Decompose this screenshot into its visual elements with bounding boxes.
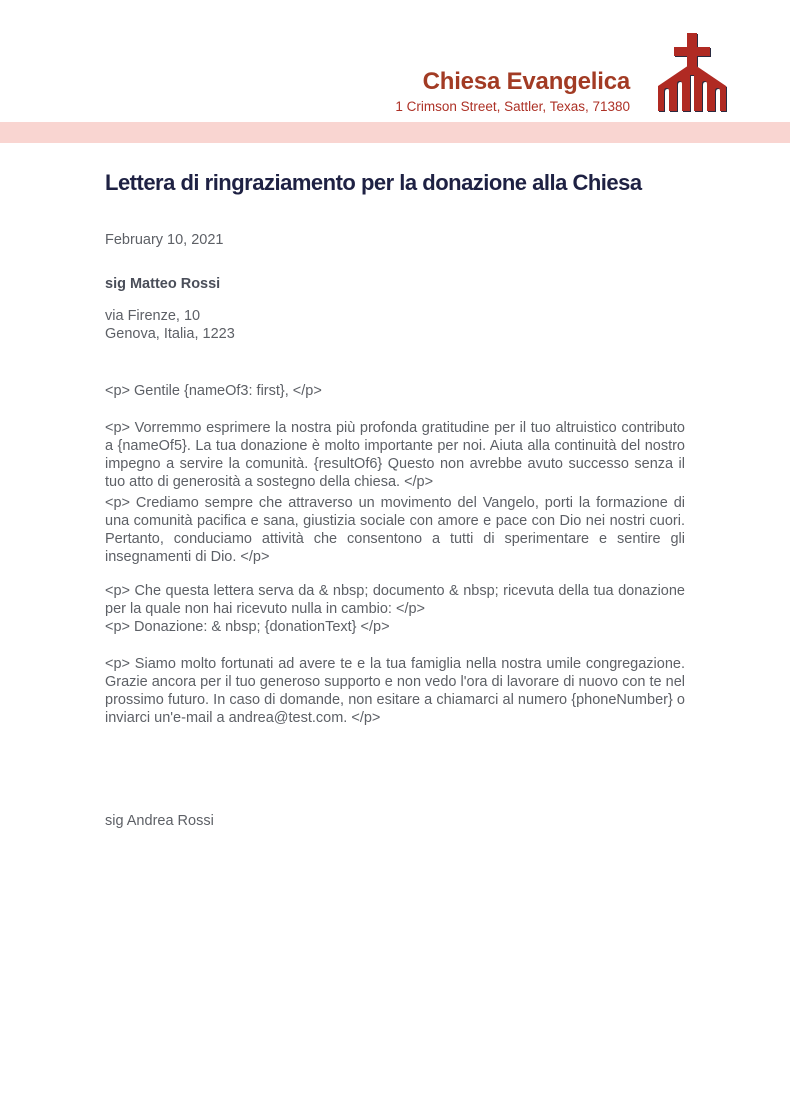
body-paragraph-closing: <p> Siamo molto fortunati ad avere te e la tua famiglia nella nostra umile congregazione. Grazie ancora per il tuo generoso supporto e non vedo l'ora di lavorare di nuovo con te nel prossimo futuro. In caso di domande, non esitare a chiamarci al numero {phoneNumber} o inviarci un'e-mail a andrea@test.com. </p>: [105, 656, 685, 726]
accent-band: [0, 122, 790, 143]
signature-name: sig Andrea Rossi: [105, 813, 214, 829]
body-paragraph-mission: <p> Crediamo sempre che attraverso un movimento del Vangelo, porti la formazione di una comunità pacifica e sana, giustizia sociale con amore e pace con Dio nei nostri cuori. Pertanto, conduciamo attività che consentono a tutti di sperimentare e sentire gli insegnamenti di Dio. </p>: [105, 495, 685, 565]
body-paragraph-donation: <p> Donazione: & nbsp; {donationText} </p>: [105, 619, 390, 635]
letter-body: [0, 168, 790, 830]
letter-date: February 10, 2021: [105, 232, 224, 248]
body-paragraph-receipt: <p> Che questa lettera serva da & nbsp; documento & nbsp; ricevuta della tua donazione per la quale non hai ricevuto nulla in cambio: </p>: [105, 583, 685, 617]
recipient-address: [105, 307, 685, 343]
org-block: [395, 69, 630, 115]
org-address: 1 Crimson Street, Sattler, Texas, 71380: [395, 99, 630, 114]
recipient-name: sig Matteo Rossi: [105, 276, 221, 292]
recipient-address-line-2: Genova, Italia, 1223: [105, 326, 235, 342]
recipient-address-line-1: via Firenze, 10: [105, 308, 201, 324]
org-name: Chiesa Evangelica: [422, 68, 630, 95]
letter-title: Lettera di ringraziamento per la donazione alla Chiesa: [105, 170, 642, 195]
body-paragraph-gratitude: <p> Vorremmo esprimere la nostra più profonda gratitudine per il tuo altruistico contributo a {nameOf5}. La tua donazione è molto importante per noi. Aiuta alla continuità del nostro impegno a servire la comunità. {resultOf6} Questo non avrebbe avuto successo senza il tuo atto di generosità a sostegno della chiesa. </p>: [105, 420, 685, 490]
salutation-paragraph: <p> Gentile {nameOf3: first}, </p>: [105, 383, 322, 399]
church-logo-icon: [658, 33, 726, 111]
letterhead: [0, 0, 790, 122]
